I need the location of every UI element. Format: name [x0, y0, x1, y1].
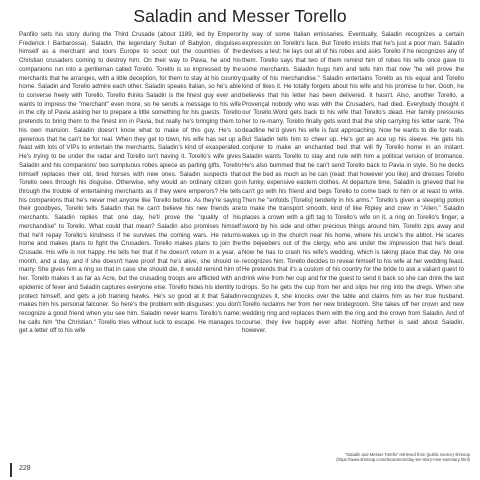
source-footnote: [260, 452, 470, 462]
footnote-line-1: "Saladin and Messer Torello" retrieved from (public source) shmoop: [344, 452, 470, 457]
left-column: [19, 31, 241, 336]
left-column-text: Panfilo sets his story during the Third Crusade (about 1189, led by Emperor Frederick I Barbarossa). Saladin, the legendary Sultan of Babylon, disguises himself as a merchant and tours Europe to scout out the countries of the Christian crusaders coming to destroy him. On their way to Pavia, he and his companions run into a gentleman called Torello. Torello is so impressed by the merchants that he arranges, with a little deception, for them to stay at his country home. Saladin and Torello admire each other. Saladin speaks Italian, so he's able to converse freely with Torello. Torello thinks Saladin is the finest guy ever and wants to impress the "merchant" even more, so he sends a message to his wife in the city of Pavia asking her to prepare a little something for his guests. Torello pretends to bring them to the finest inn in Pavia, but really he's bringing them to his own mansion. Saladin doesn't know what to make of this guy. He's so generous that he can't be for real. When they get to town, his wife has set up a feast with lots of VIPs to entertain the merchants. Saladin's kind of exasperated. He's trying to be under the radar and Torello isn't having it. Torello's wife gives Saladin and his companions' two sumptuous robes apiece as parting gifts. Torello himself replaces their old, tired horses with new ones. Saladin suspects that Torello sees through his disguise. Otherwise, why would an ordinary citizen go through the trouble of entertaining merchants as if they were emperors? He tells his companions that he's never met anyone like Torello before. As they're saying their goodbyes, Torello tells Saladin that he can't believe his new friends are merchants. Saladin replies that one day, he'll prove the "quality of his merchandise" to Torello. What could that mean? Saladin also promises himself that he'll repay Torello's kindness if he survives the coming wars. He returns home and makes plans to fight the Crusaders. Torello makes plans to join the Crusade. His wife is not happy. He tells her that if he doesn't return in a year, a month, and a day, and if she doesn't have proof that he's alive, she should re-marry. She gives him a ring so that in case she should die, it would remind him of her. Torello makes it as far as Acre, but the crusading troops are afflicted with an epidemic of fever and Saladin captures everyone else. Torello hides his identity to protect himself, and gets a job training hawks. He's so good at it that Saladin makes him his personal falconer. So here's the problem with disguises: you don't recognize a good friend when you see him. Saladin never learns Torello's name; he calls him "the Christian." Torello tries without luck to escape. He manages to get a letter off to his wife: [19, 31, 241, 335]
page-number-bar: [10, 463, 12, 477]
page-title: Saladin and Messer Torello: [133, 6, 347, 26]
right-column-text: by way of some Italian emissaries. Eventually, Saladin recognizes a certain expression on Torello's face. But Torello insists that he's just a poor man. Saladin devises a test: he lays out all of his robes and asks Torello if he recognizes any of them. Torello says that two of them remind him of robes his wife once gave to some merchants. Saladin hugs him and tells him that now "he will prove the quality of his merchandise." Saladin entertains Torello as his equal and Torello kind of likes it. He totally forgets about his wife and his promise to her. Oooh, he believes that his letter has been delivered. It hasn't. Also, another Torello, a Provençal nobody who was with the Crusaders, had died. Everybody thought it our Torello.Word gets back to his wife that Torello's dead. Her family pressures her to re-marry. Torello finally gets word that the ship carrying his letter sank. The deadline he'd given his wife is fast approaching. Now he wants to die for reals. But Saladin tells him to cheer up. He's got an ace up his sleeve. He gets his conjurer to make an enchanted bed that will fly Torello home in an instant. Saladin wants Torello to stay and rule with him a political version of bromance. He's also bummed that he can't send Torello back to Pavia in style. So he decks out the bed as much as he can (read: that however you like) and dresses Torello in funky, expensive eastern clothes. At departure time, Saladin is grieved that he can't go with his friend and begs Torello to come back to him or at least to write. Then he "enfolds [Torello] tenderly in his arms." Torello's given a sleeping potion to make the transport smooth, kind of like Ripley and crew in "Alien." Saladin places a crown with a gift tag to Torello's wife on it, a ring on Torello's finger, a sword by his side and other precious things around him. Torello zips away and wakes up in the church near his home, where his uncle's the abbot. He scares the bejeebers out of the clergy, who are under the impression that he's dead. Now he has to crash his wife's wedding, which is taking place that day. No one recognizes him. Torello decides to reveal himself to his wife at her wedding feast. He pretends that it's a custom of his country for the bride to ask a valiant guest to drink wine from her cup and for the guest to send it back so she can drink the last drops. So he gets the cup from her and slips her ring into the dregs. When she recognizes it, she knocks over the table and claims him as her true husband. Torello reclaims her from her new bridegroom. She takes off her crown and new wedding ring and replaces them with the ring and the crown from Saladin. And of course, they live happily ever after. Nothing further is said about Saladin, however.: [242, 31, 464, 335]
right-column: [242, 31, 464, 336]
page-number: 228: [19, 465, 31, 472]
footnote-line-2: (https://www.shmoop.com/decameron/day-ten-story-nine-summary.html): [336, 457, 470, 463]
